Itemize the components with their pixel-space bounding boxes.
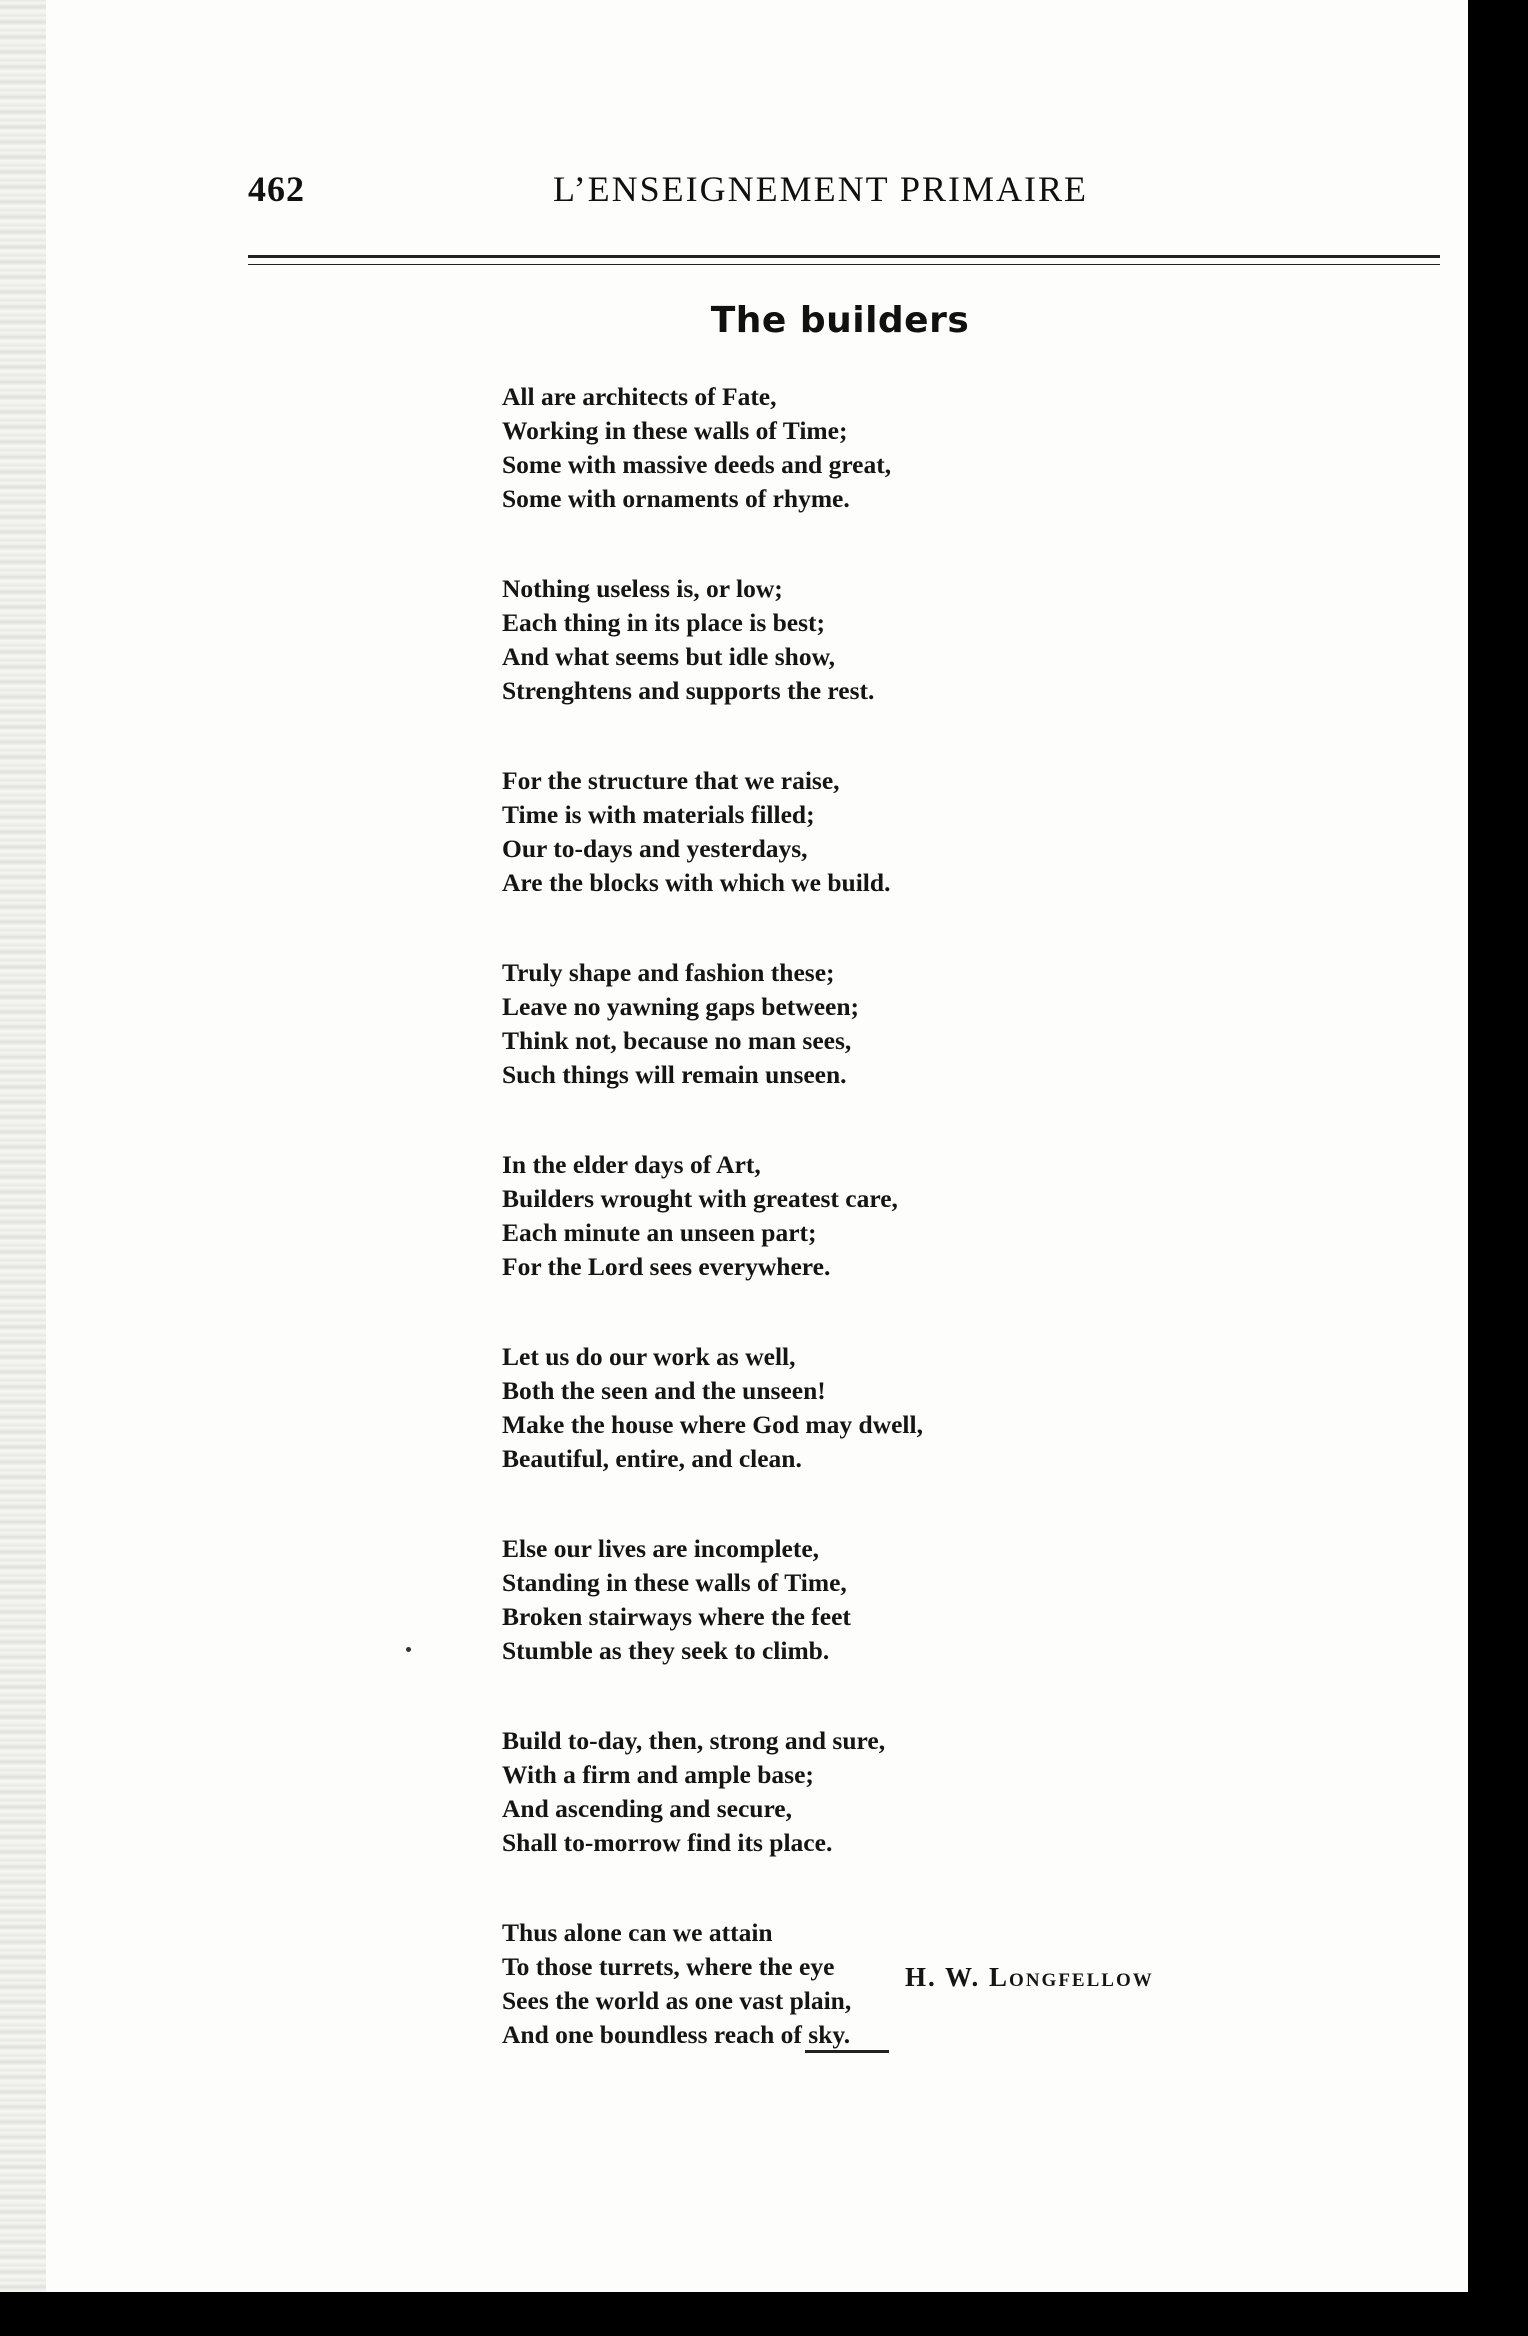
stanza <box>502 572 1062 708</box>
stanza <box>502 1340 1062 1476</box>
poem-line: Strenghtens and supports the rest. <box>502 676 875 705</box>
poem-line: Think not, because no man sees, <box>502 1026 852 1055</box>
header-rule-thin <box>248 264 1440 265</box>
poem-line: Sees the world as one vast plain, <box>502 1986 852 2015</box>
poem-line: Truly shape and fashion these; <box>502 958 835 987</box>
poem-line: Each minute an unseen part; <box>502 1218 817 1247</box>
end-rule <box>805 2050 889 2053</box>
poem-line: Both the seen and the unseen! <box>502 1376 826 1405</box>
poem-line: Shall to-morrow find its place. <box>502 1828 833 1857</box>
poem-line: Leave no yawning gaps between; <box>502 992 860 1021</box>
stanza <box>502 764 1062 900</box>
poem-line: Let us do our work as well, <box>502 1342 796 1371</box>
poem-line: For the Lord sees everywhere. <box>502 1252 831 1281</box>
poem-line: Thus alone can we attain <box>502 1918 773 1947</box>
poem-line: Are the blocks with which we build. <box>502 868 891 897</box>
poem-line: In the elder days of Art, <box>502 1150 761 1179</box>
stanza <box>502 1148 1062 1284</box>
page-header <box>248 168 1144 218</box>
poem-line: Each thing in its place is best; <box>502 608 826 637</box>
poem-line: Build to-day, then, strong and sure, <box>502 1726 886 1755</box>
poem-line: Some with massive deeds and great, <box>502 450 892 479</box>
poem-line: Standing in these walls of Time, <box>502 1568 847 1597</box>
poem-line: Make the house where God may dwell, <box>502 1410 923 1439</box>
poem-title: The builders <box>710 300 970 341</box>
poem-author: H. W. Longfellow <box>905 1962 1154 1992</box>
stanza <box>502 1724 1062 1860</box>
poem-line: Such things will remain unseen. <box>502 1060 847 1089</box>
ink-speck <box>406 1647 411 1652</box>
poem-line: Working in these walls of Time; <box>502 416 848 445</box>
poem-line: Stumble as they seek to climb. <box>502 1636 830 1665</box>
stanza <box>502 956 1062 1092</box>
page-binding-edge <box>0 0 46 2292</box>
poem-line: For the structure that we raise, <box>502 766 840 795</box>
poem-line: Time is with materials filled; <box>502 800 815 829</box>
stanza <box>502 1532 1062 1668</box>
poem-line: Nothing useless is, or low; <box>502 574 783 603</box>
poem-line: And what seems but idle show, <box>502 642 835 671</box>
poem-line: Broken stairways where the feet <box>502 1602 851 1631</box>
stanza <box>502 380 1062 516</box>
poem-line: Builders wrought with greatest care, <box>502 1184 898 1213</box>
poem-line: And one boundless reach of sky. <box>502 2020 851 2049</box>
page-number: 462 <box>248 169 305 209</box>
poem-line: Beautiful, entire, and clean. <box>502 1444 802 1473</box>
poem-line: Else our lives are incomplete, <box>502 1534 820 1563</box>
poem-line: Some with ornaments of rhyme. <box>502 484 850 513</box>
poem-line: All are architects of Fate, <box>502 382 777 411</box>
poem-line: Our to-days and yesterdays, <box>502 834 808 863</box>
poem-line: To those turrets, where the eye <box>502 1952 835 1981</box>
poem-line: With a firm and ample base; <box>502 1760 814 1789</box>
poem-body <box>502 380 1062 2108</box>
poem-line: And ascending and secure, <box>502 1794 793 1823</box>
header-rule-thick <box>248 255 1440 258</box>
running-title: L’ENSEIGNEMENT PRIMAIRE <box>553 169 1089 209</box>
